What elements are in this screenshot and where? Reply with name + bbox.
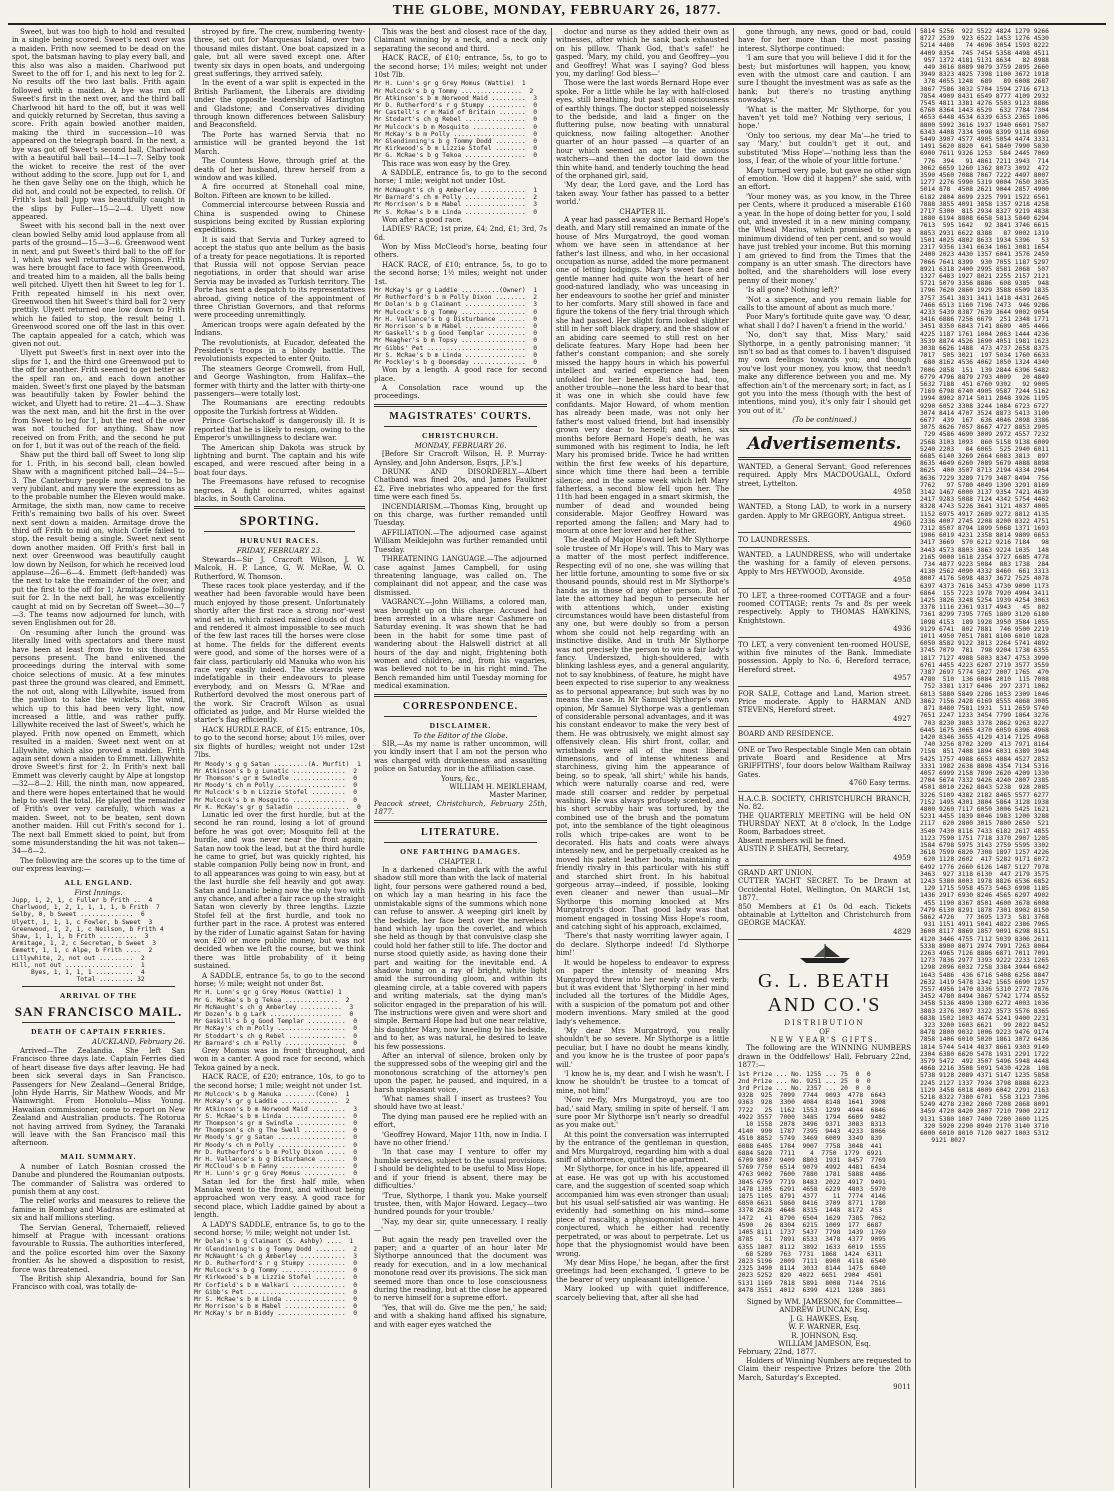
court-bench: [Before Sir Cracroft Wilson, H. P. Murray-Aynsley, and John Anderson, Esqrs, J.P.'s.]: [374, 450, 547, 467]
court-cases: [374, 468, 550, 691]
consolation-note: A Consolation race wound up the proceedings.: [374, 384, 550, 401]
story-paragraph: Mary turned very pale, but gave no other sign of emotion. 'How did it happen?' she said, with an effort.: [738, 166, 914, 192]
summary-paragraph: A number of Latch Bosnian crossed the Danube and plundered the Roumanian outposts. The commander of Salistra was ordered to punish them at any cost.: [12, 1162, 188, 1196]
race-entry: Mr S. McRae's b m Linda ................ 0: [194, 1296, 358, 1304]
story-paragraph: 'True, Slythorpe, I thank you. Make yourself trustee, then, with Major Howard. Legacy—two hundred pounds for your trouble.': [374, 1191, 550, 1217]
cricket-paragraph: The following are the scores up to the time of our express leaving:—: [12, 856, 188, 874]
race-paragraph: Stewards—Sir J. Cracroft Wilson, J. W. Malcok, H. P. Lance, G. W. McRae, W. O. Rutherford, W. Thomson.: [194, 555, 368, 581]
news-paragraph: The revolutionists, at Eucador, defeated the President's troops in a bloody battle. The revolutionists expected to enter Quito.: [194, 338, 368, 364]
court-date: MONDAY, FEBRUARY 26.: [414, 441, 507, 450]
advertisement: [738, 503, 914, 532]
race-entry: Mr Morrison's b m Mabel ................ 0: [374, 322, 538, 330]
correspondence-title: CORRESPONDENCE.: [402, 700, 519, 712]
race-entry: Mr Stodart's ch g Rebel ................ 0: [374, 116, 538, 124]
race5-report: This race was won easy by the Grey.: [382, 159, 511, 168]
race6-entries: [374, 187, 547, 216]
race-entry: Mr H. Vallance's b g Disturbance ....... 0: [194, 1155, 358, 1163]
court-case: AFFILIATION.—The adjourned case against William Meiklejohn was further remanded until Tuesday.: [374, 528, 550, 554]
story-title: ONE FARTHING DAMAGES.: [400, 846, 521, 856]
letter-signature: WILLIAM H. MEIKLEHAM,: [449, 783, 547, 792]
advertisement-number: 4959: [893, 853, 911, 862]
story-paragraph: gone through, any news, good or bad, could have for her more than the most passing interest. Slythorpe continued:: [738, 28, 914, 53]
divider: [738, 457, 911, 460]
story-text-continued: [556, 28, 732, 207]
score-table: [12, 897, 185, 983]
news-paragraph: The Porte has warned Servia that no armistice will be granted beyond the 1st March.: [194, 130, 368, 156]
score-line: Greenwood, 1, 2, 1, c Neilson, b Frith 4: [12, 925, 164, 933]
score-subtitle: First Innings.: [74, 888, 123, 897]
story-paragraph: After an interval of silence, broken only by the suppressed sobs of the weeping girl and the monotonous scratching of the attorney's pen upon the paper, he paused, and inquired, in a harsh unpleasant voice,: [374, 1052, 550, 1094]
race-paragraph: HACK HURDLE RACE, of £15; entrance, 10s, to go to the second horse; about 1½ miles, over six flights of hurdles; weight not under 12st 7lbs.: [194, 725, 368, 760]
race-intro: [194, 555, 368, 760]
story-paragraph: 'I know he is, my dear, and I wish he wasn't. I know he shouldn't be trustee to a tomcat of mine, not him!': [556, 1069, 732, 1095]
sf-mail-title: SAN FRANCISCO MAIL.: [14, 1004, 183, 1020]
advertisement-text: TO LET, a very convenient ten-roomed HOUSE, within five minutes of the Bank. Immediate possession. Apply to No. 6, Hereford terrace, Hereford street.: [738, 640, 914, 674]
race-entry: Mr S. McRae's b m Linda ................ 0: [374, 208, 538, 216]
race-paragraph: These races took place yesterday, and if the weather had been favorable would have been much enjoyed by those present. Unfortunately shortly after the first race a strong nor'-west wind set in, which raised rained clouds of dust and rendered it almost impossible to see much of the few last races till the horses were close at home. The fields for the different events were good, and some of the horses were of a fair class, particularly old Manuka who won his race very easily indeed. The stewards were indefatigable in their endeavours to please everybody, and on Messrs G. M'Rae and Rutherford devolved the most onerous part of the work. Sir Cracroft Wilson as usual officiated as judge, and Mr Hurse wielded the starter's flag efficiently.: [194, 581, 368, 725]
score-line: Charlwood, 1, 2, 1, 1, 1, 1, b Frith 7: [12, 904, 160, 912]
race-entry: Mr Gibb's Pet .......................... 0: [194, 1288, 358, 1296]
advertisement: [738, 640, 914, 687]
continued-note: (To be continued.): [792, 416, 857, 425]
story-paragraph: 'Geoffrey Howard, Major 11th, now in India. I have no other friend.': [374, 1130, 550, 1148]
masthead-rule: [8, 23, 1106, 25]
score-line: Total ......... 32: [12, 976, 145, 984]
story-paragraph: 'In that case may I venture to offer my humble services, subject to the usual provisions. I should be delighted to be useful to Miss Hope; and if your friend is absent, there may be difficulties.': [374, 1148, 550, 1191]
column-3: [370, 28, 552, 1488]
divider: [374, 404, 547, 407]
holders-note: Holders of Winning Numbers are requested to Claim their respective Prizes before the 20th March, Saturday's Excepted.: [738, 1356, 914, 1382]
editor-line: To the Editor of the Globe.: [413, 731, 508, 740]
race2-intro: A SADDLE, entrance 5s, to go to the second horse; ½ mile; weight not under 8st.: [194, 971, 368, 989]
race-entry: Mr Gaskill's b g Good Templar .......... 0: [194, 1018, 358, 1026]
race-entry: Mr S. McRae's b m Linda ................ 0: [194, 1112, 358, 1120]
race-entry: Mr Thompson's gr m Swindle ............. 0: [194, 1119, 358, 1127]
committee-list: [738, 1306, 911, 1348]
race-entry: Mr Moody's ch m Polly .................. 0: [194, 1141, 358, 1149]
advertisement-text: TO LET, a three-roomed COTTAGE and a four-roomed COTTAGE; rents 7s and 8s per week respectively. Apply to THOMAS HAWKINS, Knightstown.: [738, 591, 914, 625]
race-entry: Mr McNaught's ch g Amberley ............ 1: [374, 186, 538, 194]
divider: [22, 986, 175, 987]
race-entry: Mr McCloud's b m Fanny ................. 0: [194, 1163, 358, 1171]
divider: [738, 428, 911, 431]
advertisement-text: WANTED, a LAUNDRESS, who will undertake the washing for a family of eleven persons. Apply to Mrs HEYWOOD, Avonside.: [738, 550, 914, 576]
committee-member: W. F. WARNER, Esq.: [788, 1323, 861, 1332]
race-entry: Mr H. Lunn's gr g Grey Momus (Wattie) 1: [374, 80, 526, 88]
letter-close: Yours, &c.,: [441, 774, 480, 783]
race-entry: Mr McKay's gr g Laddie ............... 2: [194, 1098, 350, 1106]
story-end: [738, 28, 914, 415]
race8-entries: [374, 287, 547, 366]
story-paragraph: 'My dear Mrs Murgatroyd, you really shouldn't be so severe. Mr Slythorpe is a little peculiar, but I have no doubt he means kindly, and you know he is the trustee of poor papa's will.': [556, 1026, 732, 1069]
race-entry: Mr D. Rutherford's r g Stumpy .......... 0: [194, 1260, 358, 1267]
news-paragraph: The Freemasons have refused to recognise negroes. A fight occurred, whites against blacks, in South Carolina.: [194, 478, 368, 503]
story-paragraph: 'My dear, the Lord gave, and the Lord has taken away. Your father has passed to a better world.': [556, 181, 732, 207]
story-paragraph: 'What is the matter, Mr Slythorpe, for you haven't yet told me? Nothing very serious, I hope.': [738, 105, 914, 131]
advertisement: [738, 550, 914, 589]
new-years-gifts-label: NEW YEAR'S GIFTS.: [770, 1036, 879, 1044]
feb-date: February, 22nd, 1877.: [738, 1348, 817, 1357]
race7-report: Won by Miss McCleod's horse, beating four others.: [374, 242, 550, 260]
race3-entries: [194, 1091, 365, 1177]
advertisement: [738, 869, 911, 940]
ads-list: [738, 462, 914, 941]
court-case: INCENDIARISM.—Thomas King, brought up on this charge, was further remanded until Tuesday.: [374, 502, 550, 528]
race-entry: Mr McKay's gr g Laddie ..........(Owner) 1: [374, 286, 538, 294]
race-entry: Mr Castell's r m Maid of Britain ....... 0: [374, 109, 538, 117]
race-entry: Mr Moody's ch m Polly .................. 0: [194, 782, 358, 790]
score-line: Shaw, 1, 1, 1, b Frith .......... 3: [12, 933, 149, 941]
cricket-paragraph: On resuming after lunch the ground was literally lined with spectators and there must have been at least from five to six thousand persons present. The band enlivened the proceedings during the interval with some choice selections of music. At a few minutes past three the ground was cleared, and Emmett, the not out, along with Lillywhite, issued from the pavilion to take the wickets. The wind, which up to this had been very light, now increased a little, and was rather puffy. Lillywhite received the last of Sweet's, which he played. Frith now opened on Emmett, which resulted in a maiden. Sweet next went on at Lillywhite, which also proved a maiden. Frith again sent down a maiden to Emmett. Lillywhite drove Sweet's first for 2. In Frith's next ball Emmett was cleverly caught by Alpe at longstop—32—8—2. Hill, the ninth man, now appeared, and there were hopes entertained that he would help to swell the total. He played the remainder of Frith's over very carefully, which was a maiden. Sweet, not to be beaten, sent down another maiden. Hill cut Frith's second for 1. The next ball Emmett skied to point, but from some misunderstanding the hit was not taken—34—8—2.: [12, 628, 188, 856]
race-entry: Mr Dozen's b g Lark ................... 0: [194, 1011, 354, 1019]
letter-body: SIR,—As my name is rather uncommon, will you kindly insert that I am not the person who was charged with drunkenness and assaulting police on Saturday, nor in the affiliation case.: [374, 740, 550, 774]
news-paragraph: A fire occurred at Stonehall coal mine, Bolton. Fifteen are known to be killed.: [194, 183, 368, 200]
races-title: HURUNUI RACES.: [239, 536, 319, 546]
advertisement-number: 4927: [893, 714, 911, 723]
committee-member: R. JOHNSON, Esq.: [791, 1331, 858, 1340]
prize-line: 2nd Prize ... No. 9251 ... 25 0 0: [738, 1077, 871, 1085]
story-paragraph: 'What names shall I insert as trustees? You should have two at least.': [374, 1095, 550, 1112]
advertisements-title: Advertisements.: [747, 433, 902, 454]
race-entry: Mr Mulcock's b m Lizzie Stofel ......... 0: [194, 789, 358, 797]
race-entry: Mr Mulcock's b m Mosquito .............. 0: [194, 796, 358, 804]
race-entry: Mr Glendinning's b g Tommy Dodd ........ 2: [194, 1245, 358, 1253]
chapter-1-label: CHAPTER I.: [438, 857, 483, 866]
of-label: OF: [819, 1027, 830, 1036]
race1-report: Lunatic led over the first hurdle, but at the second he ran round, losing a lot of ground before he was got over; Mosquito fell at the hurdle, and was never near the front again; Satan now took the lead, but at the third hurdle he came to grief, but was quickly righted, his stable companion Polly being now in front, and to all appearances was going to win easy, but at the last hurdle she fell heavily and got away. Satan and Lunatic being now the only two with any chance, and after a fair race up the straight Satan won cleverly by three lengths. Lizzie Stofel fell at the first hurdle, and took no further part in the race. A protest was entered by the rider of Lunatic against Satan for having won £20 or more public money, but was not decided when we left the course, but we think there was little probability of it being sustained.: [194, 810, 368, 971]
news-items: [194, 28, 368, 503]
beath-title: G. L. BEATH AND CO.'S: [757, 970, 892, 1017]
disclaimer-title: DISCLAIMER.: [429, 720, 492, 730]
column-2: [190, 28, 370, 1488]
race-entry: Mr Mulcock's b g Tommy ................ 2: [374, 87, 534, 95]
magistrates-title: MAGISTRATES' COURTS.: [389, 410, 532, 422]
story-paragraph: Those were the last words Bernard Hope ever spoke. For a little while he lay with half-closed eyes, still breathing, but past all consciousness of earthly things. The doctor stepped noiselessly to the bedside, and laid a finger on the fluttering pulse, now beating with unnatural quickness, now failing altogether. Another quarter of an hour passed —a quarter of an hour which seemed an age to the anxious watchers—and then the doctor laid down the thin white hand, and tenderly touching the head of the orphaned girl, said,: [556, 79, 732, 180]
summary-paragraph: The relief works and measures to relieve the famine in Bombay and Madras are estimated at six and half millions sterling.: [12, 1197, 188, 1223]
race-entry: Mr Dolan's b g Claimant ................ 3: [374, 301, 538, 309]
race-entry: Mr Rutherford's b m Polly Dixon ........ 2: [374, 294, 538, 302]
story-chapter-2: [556, 215, 732, 1302]
race-entry: Mr H. Vallance's b g Disturbance ....... 0: [374, 315, 538, 323]
story-paragraph: 'Your money was, as you know, in the Three per Cents, where it produced a miserable £160 a year. In the hope of doing better for you, I sold out, and invested it in a new mining company, the Wheal Marius, which promised to pay a minimum dividend of ten per cent, and so would have just trebled your income. But this morning I am grieved to find from the Times that the company is an utter smash. The directors have bolted, and the shareholders will lose every penny of their money.': [738, 192, 914, 285]
news-paragraph: The steamers George Cromwell, from Hull, and George Washington, from Halifax—the former with thirty and the latter with thirty-one passengers—were totally lost.: [194, 364, 368, 399]
letter-role: Master Mariner,: [489, 791, 547, 800]
court-case: THREATENING LANGUAGE.—The adjourned case against James Campbell, for using threatening language, was called on. The complainant did not appear, and the case was dismissed.: [374, 555, 550, 597]
race-entry: Mr Morrison's b m Mabel ................ 3: [374, 201, 538, 209]
score-line: Jupp, 1, 2, 1, c Fuller b Frith .. 4: [12, 897, 153, 905]
news-paragraph: American troops were again defeated by the Indians.: [194, 320, 368, 338]
race-entry: Mr K. McKay's gr g Saladin .............. 0: [194, 803, 361, 811]
story-paragraph: 'Only too serious, my dear Ma'—he tried to say 'Mary,' but couldn't get it out, and substituted 'Miss Hope'—'nothing less than the loss, I fear, of the whole of your little fortune.': [738, 131, 914, 166]
prize-line: 1st Prize ... No. 1255 ... 75 0 0: [738, 1070, 871, 1078]
advertisement: [738, 591, 914, 638]
race-entry: Mr Glendinning's b g Tommy Dodd ........ 0: [374, 138, 538, 146]
race-entry: Mr Moody's g g Satan .........(A. Murfit) 1: [194, 760, 361, 768]
race-entry: Mr Thompson's ch g The Swell ........... 0: [194, 1127, 358, 1135]
summary-paragraph: The Servian General, Tchernaieff, relieved himself at Prague with incessant orations favourable to Russia. The authorities interfered, and the police escorted him over the Saxony frontier. As he showed a disposition to resist, force was threatened.: [12, 1223, 188, 1274]
race-entry: Mr Morrison's b m Mabel ................ 0: [194, 1303, 358, 1311]
advertisement-number: 4960: [893, 520, 911, 529]
committee-member: ANDREW DUNCAN, Esq.: [779, 1306, 870, 1315]
race-entry: Mr G. McRae's b g Tekoa .............. 2: [194, 996, 350, 1004]
auckland-dateline: AUCKLAND, February 26.: [92, 1038, 185, 1047]
mail-summary: [12, 1162, 188, 1292]
story-paragraph: 'Now re-fly, Mrs Murgatroyd, you are too bad,' said Mary, smiling in spite of herself. 'I am sure poor Mr Slythorpe isn't nearly so dreadful as you make out.': [556, 1096, 732, 1130]
race1-entries: [194, 761, 365, 811]
story-paragraph: Mary looked up with quiet indifference, scarcely believing that, after all she had: [556, 1285, 732, 1302]
race-entry: Mr D. Rutherford's b m Polly Dixon ..... 0: [194, 1148, 358, 1156]
race5-intro: HACK RACE, of £10; entrance, 5s, to go to the second horse; 1½ miles; weight not under 10st 7lb.: [374, 54, 550, 80]
divider: [194, 506, 365, 509]
race4-entries: [194, 1238, 365, 1317]
race-entry: Mr Atkinson's b m Norwood Maid ......... 3: [194, 1105, 358, 1113]
race6-intro: A SADDLE, entrance 5s, to go to the second horse; 1 mile; weight not under 10st.: [374, 169, 550, 186]
race-entry: Mr Pockley's b g Doomsday .............. 0: [374, 358, 538, 366]
advertisement-text: BOARD AND RESIDENCE.: [738, 730, 834, 739]
score-title: ALL ENGLAND.: [64, 877, 133, 887]
winning-numbers-table-2: 5814 5256 922 5522 4824 1279 9266 8727 2539 923 6522 1453 1276 4530 5214 4480 74 4696 3054 1593 8222 4409 8354 745 7454 5358 4498 4511 957 1372 4181 5131 8634 82 8988 449 3016 8089 9079 3759 2895 2660 3949 8323 4825 7398 1100 3672 1918 378 4055 1248 689 89 6008 2687 3867 7586 3032 5704 1594 2716 6713 7854 4909 8431 6549 8777 4109 2932 7545 4811 3381 4276 5503 9123 8886 6760 8364 1443 6529 632 7784 7304 4653 6448 4534 6339 6353 2365 1006 8800 5992 3616 1937 1940 6601 7507 6343 4408 7334 5098 8399 9118 6960 5449 3907 4577 4905 5054 4474 3331 1491 5620 8820 641 5840 7990 5830 6900 7611 9326 1253 584 2445 7069 776 394 91 4861 7211 3943 714 3062 6659 1260 1362 8073 3092 472 3590 4560 7088 7067 7222 4497 8007 1277 2276 5990 5319 9004 7650 3035 5014 878 4508 2621 9044 2857 4900 6182 2804 8699 2325 7991 1522 6561 7888 3855 4091 3858 1357 9218 4258 2717 5300 815 2934 8327 9219 4838 1080 6194 8808 6658 5813 5840 6294 7613 595 1642 92 3841 3746 6615 8853 2931 6622 8388 87 9002 1319 1501 4025 4802 8633 1934 5396 53 2317 9356 1341 6634 1061 3081 1654 2400 2023 4430 1357 6041 3576 2459 7066 7641 8399 930 7055 1187 5297 8921 6318 2400 2995 8581 2068 507 1327 6483 1927 8021 2255 2157 2121 5721 5079 3356 8886 608 9385 948 1796 7620 2860 1929 3588 6509 1835 3757 3541 3831 3411 1418 4431 2645 7466 6513 1160 7196 7473 946 9286 4233 5439 8387 7639 3644 9002 9054 3416 6886 7256 6679 251 2348 1771 3451 8350 6843 7141 8609 405 4466 4225 1187 1761 1004 2063 1444 4236 3539 8874 4526 1690 4051 1981 1623 3038 6626 1488 473 4737 2658 8375 7017 505 3021 197 5034 1760 6633 680 8162 4536 4062 1050 1324 4340 7006 2858 151 139 2844 6396 5482 6779 4796 8879 2793 4009 20 4849 5632 7188 451 6760 9302 92 9005 7169 6798 6740 4905 9587 7244 5162 1994 8902 8714 5011 2848 3926 1195 9290 6052 3308 3244 1084 6723 6727 3074 8414 4707 3524 8873 5413 3100 6677 439 167 636 4046 2098 3386 3075 8626 7057 8667 4727 8853 2905 729 4586 4690 3009 2972 4557 7232 2568 3103 1093 860 5158 9138 6009 5240 2203 84 6065 525 2940 6011 6685 6140 3269 2664 6083 3813 897 8635 4649 6260 7089 5679 4088 8898 8625 400 3507 8713 2194 4334 2964 8636 7229 3289 7179 3487 8494 756 7762 97 5780 4049 1390 3291 8169 3142 1467 6000 3137 9354 7421 4639 2417 9283 5088 7124 4342 5754 4462 8328 4743 5226 3641 3121 4037 4005 1152 6975 4917 2689 9272 8812 4135 2336 4007 2745 2208 8200 8322 4751 7312 8507 8794 1899 5068 1371 1693 1906 6019 4231 2358 8014 9809 6653 3417 3669 570 6212 9216 7184 98 3443 4573 8803 3863 9224 1035 148 2165 9000 1618 2354 3727 6685 4778 734 4877 9223 5084 883 1738 284 4130 2562 4090 4332 8460 661 3313 8007 4176 5098 4837 3672 7525 4078 6397 4373 7616 3453 4730 9090 1173 6864 155 7223 1978 7920 4904 3411 1425 3826 3248 5254 1939 4254 3063 3378 1116 2361 9317 4943 45 802 7361 8299 7395 7765 1809 3120 6180 1098 4153 189 1928 3950 3584 1055 9129 6741 802 7881 746 9500 2219 1011 4950 7051 7881 8100 6010 1828 6050 8582 9122 3813 2264 5741 4892 3745 7079 781 798 9204 1738 6355 1817 7127 4988 5803 8347 4753 3990 6761 4455 4223 6207 2719 3577 3559 7387 2697 5774 5027 2007 1765 470 4780 510 136 6084 2010 115 7008 752 3381 1317 6406 297 2371 1062 6013 5880 5849 2286 1053 2309 1046 3862 7156 2428 6169 8555 4868 3005 871 8480 7581 1931 511 2659 5740 7651 2247 1233 3454 7799 1864 3276 703 8230 3803 3378 2862 9263 8227 6445 1675 3065 4370 6059 6396 4968 1420 8346 3655 4129 4314 7125 4968 740 3256 8702 3209 413 7971 8164 7158 851 7408 1894 6031 6389 3948 5425 1757 4988 6653 4884 4527 2852 3331 1982 2638 8898 4354 7134 5316 4057 6999 2158 7890 2620 4209 1330 2704 5674 7332 9426 4240 2807 2385 4501 8010 2262 8843 5238 928 2085 3226 5109 4382 2182 8465 5577 6277 7152 1495 4301 3804 5864 3128 1938 4800 9260 7117 6050 3006 5425 1621 5231 4455 1839 8046 1983 1200 3288 2117 620 2800 3015 7800 2650 521 3540 7430 8116 7433 6182 2617 4855 1123 7590 1751 7718 3370 2907 1205 1584 6798 5975 3143 2759 5595 3302 3618 7599 6820 7308 1897 1257 4226 620 1128 2602 417 5282 9171 6072 6492 1776 2660 6126 1487 5127 7978 3463 927 3118 6130 447 2179 3575 1243 5380 8003 1978 8826 6536 6852 129 1715 5958 4573 5463 6998 1185 1436 2917 6930 8246 4565 6297 4902 455 1190 8367 8501 4600 3678 6008 7479 6130 8291 1878 7301 8902 8150 5862 4726 77 3695 1373 581 3768 931 1151 4911 5041 4822 2386 7965 3600 8117 8869 1857 9091 6298 8151 4120 3446 4755 7112 5039 8306 2611 5338 8900 8071 2974 7991 7263 8064 2263 4965 7126 8886 6871 7011 7091 1273 7836 2977 3393 9222 2233 1265 1298 2096 6032 7258 3384 3944 6042 1643 5486 436 6716 5408 6256 8847 2632 1419 5478 1342 1565 6690 1257 7557 4956 1470 8336 5310 2772 7876 3452 4780 8494 3867 5742 1774 8552 3458 5136 4890 1380 6272 4003 1036 3883 2376 3097 3322 3573 5576 8365 6838 1502 1003 4674 5241 9400 2231 323 3200 1603 6621 99 2022 8452 8478 2800 9032 1006 9223 9476 9174 7858 1406 6010 5020 1861 3072 6436 1814 5744 5414 4837 8661 9303 9149 2304 6380 6620 5478 1931 2291 1722 3579 5472 492 3507 5496 5948 4448 4068 2216 3508 5091 5430 4228 108 5738 9128 2089 4371 5147 1235 5858 2245 2127 1337 7934 3798 8888 6223 1129 3458 6018 4009 6042 2291 2163 5218 8322 7380 6701 558 3123 7306 5249 4278 2302 2860 7208 2868 8091 3459 4720 8420 3007 7210 7900 2212 9131 5380 1007 7400 7280 3600 1125 320 5920 2290 8940 2170 3140 3710 6000 6010 8010 7120 9027 1003 5312 9121 8027: [920, 28, 1049, 1145]
race6-report: Won after a good race.: [382, 215, 463, 224]
death-title: DEATH OF CAPTAIN FERRIES.: [31, 1027, 166, 1037]
news-paragraph: stroyed by fire. The crew, numbering twenty-three, set out for Marquesas Island, over two thousand miles distant. One boat capsized in a gale, but all were saved except one. After twenty six days in open boats, and undergoing great sufferings, they arrived safely.: [194, 28, 368, 79]
advertisement-number: 4936: [893, 625, 911, 634]
court-case: DRUNK AND DISORDERLY.—Albert Chatband was fined 20s, and James Faulkner £2. Five inebriates who appeared for the first time were each fined 5s.: [374, 468, 550, 502]
story-paragraph: 'Nay, my dear sir, quite unnecessary. I really—': [374, 1217, 547, 1235]
race5-entries: [374, 80, 547, 159]
score-line: Byes, 1, 1, 1, 1 .......... 4: [12, 969, 145, 977]
news-paragraph: It is said that Servia and Turkey agreed to accept the status quo ante bellum as the basis of a treaty for peace negotiations. It is reported that Russia will not oppose Servian peace negotiations, in order that should war arise Servia may be invaded as Turkish territory. The Porte has sent a despatch to its representatives abroad, giving notice of the appointment of three Christian Governors, and that reforms were proceeding unremittingly.: [194, 235, 368, 320]
divider: [384, 716, 537, 717]
advertisement-text: ONE or Two Respectable Single Men can obtain private Board and Residence at Mrs GRIFFITHS', four doors below Waltham Railway Gates.: [738, 745, 914, 779]
column-5: [734, 28, 916, 1488]
score-line: Hill, not out .................. 1: [12, 961, 145, 969]
literature-title: LITERATURE.: [421, 826, 500, 838]
race-entry: Mr Kirkwood's b m Lizzie Stofel ........ 0: [194, 1274, 358, 1282]
race8-report: Won by a length. A good race for second place.: [374, 366, 550, 383]
score-line: Ulyett, 1, 1, 1, c Fowler, b Sweet 3: [12, 918, 153, 926]
advertisement-text: FOR SALE, Cottage and Land, Marion street. Price moderate. Apply to HARMAN AND STEVENS, Hereford street.: [738, 689, 914, 715]
advertisement: [738, 730, 911, 742]
divider: [384, 426, 537, 427]
signed-by: Signed by WM. JAMESON, for Committee—: [746, 1297, 903, 1306]
sporting-title: SPORTING.: [239, 513, 320, 529]
races-date: FRIDAY, FEBRUARY 23.: [236, 547, 323, 556]
race-entry: Mr Mulcock's b m Mosquito .............. 0: [374, 123, 538, 131]
news-paragraph: The Countess Howe, through grief at the death of her husband, threw herself from a window and was killed.: [194, 157, 368, 182]
story-paragraph: doctor and nurse as they added their own as witnesses, after which he sank back exhausted on his pillow. 'Thank God, that's safe!' he gasped. 'Mary, my child, you and Geoffrey—you and Geoffrey! What was I saying? God bless you, my darling! God bless—': [556, 28, 732, 79]
masthead: THE GLOBE, MONDAY, FEBRUARY 26, 1877.: [392, 3, 722, 18]
cricket-paragraph: Sweet with his second ball in the next over clean bowled Selby amid loud applause from all parts of the ground—15—3—6. Greenwood went in next, and put Sweet's third ball to the off for 1, which was well returned by Simpson. Frith was here brought face to face with Greenwood, and treated him to a maiden, all the balls being well pitched. Ulyett then hit Sweet to leg for 1. Frith repeated himself in his next over, Greenwood then hit Sweet's third ball for 2 very prettily. Ulyett returned one low down to Frith which he failed to stop, the result being 1. Greenwood scored one off the last in this over. The captain appealed for a catch, which was given not out.: [12, 222, 188, 349]
race-entry: Mr McKay's br m Biddy .................. 0: [194, 1310, 358, 1318]
score-line: Selby, 0, b Sweet .............. 6: [12, 911, 145, 919]
advertisement-text: WANTED, a Stong LAD, to work in a nursery garden. Apply to Mr GREGORY, Antigua street.: [738, 503, 914, 520]
cricket-paragraph: Ulyett put Sweet's first in next over into the slips for 1, and the third one Greenwood put to the off for another. Frith seemed to get better as the spell ran on, and each down another maiden. Sweet's first one played by the batsman was beautifully taken by Fowler behind the wicket, and Ulyett had to retire. 21—4—3. Shaw was the next man, and hit the first in the over from Sweet to leg for 1, but the rest of the over was not touched for anything. Shaw now received on from Frith, and the second he put on for 1, but it was out of the reach of the field.: [12, 349, 188, 450]
story-paragraph: Mr Slythorpe, for once in his life, appeared ill at ease. He was got up with his accustomed care, and the suggestion of scented soap which accompanied him was even stronger than usual; but his usual self-satisfied air was wanting. He evidently had something on his mind—some piece of rascality, a physiognomist would have conjectured, which he either had recently perpetrated, or was about to perpetrate. Let us hope that the physiognomist would have been wrong.: [556, 1165, 732, 1258]
race-entry: Mr Barnard's ch m Polly ................ 0: [194, 1039, 358, 1047]
advertisement-text: TO LAUNDRESSES.: [738, 535, 810, 544]
race3-report: Satan led for the first half mile, when Manuka went to the front, and without being approached won very easy. A good race for second place, which Laddie gained by about a length.: [194, 1177, 368, 1220]
advertisement-text: GRAND ART UNION. CUTTER YACHT SECRET. To be Drawn at Occidental Hotel, Wellington, On MARCH 1st, 1877. 850 Members at £1 0s 0d each. Tickets obtainable at Lyttelton and Christchurch from GEORGE MACKAY.: [738, 868, 911, 928]
score-line: Armitage, 1, 2, c Secretan, b Sweet 3: [12, 940, 157, 948]
race-entry: Mr Mulcock's b g Tommy ................. 0: [194, 1267, 358, 1275]
score-line: Lillywhite, 2, not out ......... 2: [12, 954, 145, 962]
race-entry: Mr Atkinson's b m Norwood Maid ......... 3: [374, 94, 538, 102]
race-entry: Mr Atkinson's b g Lunatic .............. 2: [194, 767, 358, 775]
race-entry: Mr Dolan's b g Claimant (S. Ashby) .... 1: [194, 1238, 354, 1246]
advertisement-number: 4829: [893, 927, 911, 936]
mail-report: [12, 1046, 188, 1148]
divider: [384, 842, 537, 843]
column-6: [916, 28, 1098, 1488]
ship-icon: [790, 943, 860, 965]
holders-number: 9011: [893, 1382, 911, 1391]
letter-address: Peacock street, Christchurch, February 25th, 1877.: [374, 799, 547, 817]
story-paragraph: 'Is all gone? Nothing left?': [746, 286, 840, 295]
cricket-paragraph: Shaw put the third ball off Sweet to long slip for 1. Frith, in his second ball, clean bowled Shaw with a magnificent pitched ball—24—5—3. The Canterbury people now seemed to be very jubilant, and many were the expressions as to the probable number the Eleven would make. Armitage, the sixth man, now came to receive Frith's remaining two balls of his over. Sweet next sent down a maiden. Armitage drove the third off Frith to mid on, which Corfe failed to stop, the result being a single. Sweet next sent down another maiden. Off Frith's first ball in next over Greenwood was beautifully caught low down by Neilson, for which he received loud applause—26—6—4. Emmett (left-handed) was the next to take the remainder of the over, and put the first to the off for 1; Armitage following suit for 2. In the next ball, he was excellently caught at mid on by Secretan off Sweet—30—7—3. The teams now adjourned for lunch, with seven Englishmen out for 28.: [12, 451, 188, 628]
prize-list: [738, 1071, 911, 1093]
race8-intro: HACK RACE, of £10; entrance, 5s, to go to the second horse; 1½ miles; weight not under 1st.: [374, 260, 550, 286]
advertisement-number: 4958: [893, 576, 911, 585]
race-entry: Mr Corfield's b m Walkari .............. 0: [194, 1281, 358, 1289]
divider: [204, 531, 355, 532]
divider: [374, 694, 547, 697]
race-entry: Mr Barnard's ch m Polly ................ 2: [374, 194, 538, 202]
race-entry: Mr H. Lunn's gr g Grey Momus (Wattie) 1: [194, 989, 342, 997]
race-entry: Mr Moody's gr g Satan .................. 0: [194, 1134, 358, 1142]
column-4: [552, 28, 734, 1488]
court-case: VAGRANCY.—John Williams, a colored man, was brought up on this charge. Accused had been arrested in a whare near Cashmere on Saturday evening. It was shown that he had been in the habit for some time past of wandering about the Halswell district at all hours of the day and night, frightening both women and children, and, from his vagaries, was believed not to be in his right mind. The Bench remanded him until Tuesday morning for medical examination.: [374, 598, 550, 691]
race7-intro: LADIES' RACE; 1st prize, £4; 2nd, £1; 3rd, 7s 6d.: [374, 225, 550, 242]
race-entry: Mr Kirkwood's b m Lizzie Stofel ........ 0: [374, 145, 538, 153]
race-entry: Mr Meagher's b m Topsy ................. 0: [374, 337, 538, 345]
news-paragraph: Prince Gortschakoff is dangerously ill. It is reported that he is likely to resign, owing to the Emperor's unwillingness to declare war.: [194, 417, 368, 443]
story-text: [374, 866, 550, 1329]
story-paragraph: But again the ready pen travelled over the paper; and a quarter of an hour later Mr Slythorpe announced that the document was ready for execution, and in a low mechanical monotone read over its provisions. The sick man seemed more than once to lose consciousness during the reading, but at the close he appeared to nerve himself for a supreme effort.: [374, 1235, 550, 1303]
story-paragraph: Poor Mary's fortitude quite gave way. 'O dear, what shall I do? I haven't a friend in the world.': [738, 313, 914, 330]
race4-intro: A LADY'S SADDLE, entrance 5s, to go to the second horse; ½ mile; weight not under 1st.: [194, 1220, 368, 1237]
news-paragraph: Commercial intercourse between Russia and China is suspended owing to Chinese suspicions being excited by Russian exploring expeditions.: [194, 201, 368, 235]
column-1: [8, 28, 190, 1488]
story-paragraph: 'My dear Miss Hope,' he began, after the first greetings had been exchanged, 'I grieve to be the bearer of very unpleasant intelligence.': [556, 1258, 732, 1284]
story-paragraph: The dying man paused ere he replied with an effort,: [374, 1112, 550, 1130]
race-entry: Mr McKay's ch m Polly .................. 0: [194, 1025, 358, 1033]
race-entry: Mr Gibbs' Pet .......................... 0: [374, 344, 538, 352]
advertisement-number: 4958: [893, 487, 911, 496]
story-paragraph: 'No, don't say that, Miss Mary,' said Slythorpe, in a gently patronising manner; 'it isn't so bad as that comes to. I haven't disguised my own feelings towards you; and though you've lost your money, you know, that needn't make any difference between you and me. My affection ain't of the mercenary sort; in fact, as I got you into the mess (though with the best of intentions, mind you), it's only fair I should get you out of it.': [738, 331, 914, 415]
committee-member: J. G. HAWKES, Esq.: [789, 1314, 860, 1323]
race-entry: Mr Stoddart's ch g Rebel ............... 0: [194, 1032, 358, 1040]
story-paragraph: At this point the conversation was interrupted by the entrance of the gentleman in question, and Mrs Murgatroyd, regarding him with a dual sniff of abhorrence, quitted the apartment.: [556, 1130, 732, 1165]
summary-paragraph: The British ship Alexandria, bound for San Francisco with coal, was totally de-: [12, 1275, 188, 1292]
race-entry: Mr S. McRae's b m Linda ................ 0: [374, 351, 538, 359]
advertisement: [738, 745, 914, 792]
advertisement: [738, 689, 914, 728]
race-entry: Mr Mulcock's b g Tommy ................. 0: [374, 308, 538, 316]
advertisement: [738, 536, 911, 548]
christchurch-title: CHRISTCHURCH.: [422, 430, 499, 440]
race-entry: Mr H. Lunn's gr g Grey Momus ........... 0: [194, 1170, 358, 1178]
committee-member: WILLIAM JAMESON, Esq.: [778, 1339, 871, 1348]
news-paragraph: In the event of a war split is expected in the British Parliament, the Liberals are dividing under the opposite leadership of Hartington and Gladstone; and Conservatives dividing through known differences between Salisbury and Beaconsfield.: [194, 79, 368, 130]
advertisement: [738, 795, 911, 866]
advertisement-number: 4760 Easy terms.: [849, 779, 911, 788]
advertisement: [738, 462, 914, 501]
chapter-2-label: CHAPTER II.: [619, 207, 666, 216]
race-entry: Mr McKay's b m Polly ................... 0: [374, 130, 538, 138]
race-entry: Mr McNaught's ch g Amberley ............ 3: [194, 1252, 358, 1260]
score-line: Emmett, 1, 1, c Alpe, b Frith .... 2: [12, 947, 153, 955]
race4-report: This was the best and closest race of the day, Claimant winning by a neck, and a neck only separating the second and third.: [374, 28, 550, 53]
race-entry: Mr G. McRae's b g Tekoa ................ 0: [374, 152, 538, 160]
prize-line: 3rd Prize ... No. 2357 ... 20 0 0: [738, 1085, 871, 1093]
cricket-paragraph: Sweet, but was too high to hold and resulted in a single being scored. Sweet's next over was a maiden. Frith now seemed to be dead on the spot, the batsman having to play every ball, and this also was also a maiden. Charlwood put Sweet to the off for 1, and his next to leg for 2. No results off the two last balls. Frith again followed with a maiden. A bye was run off Sweet's first in the next over, and the third ball Charlwood hit hard to the off, but it was well and quickly returned by Secretan, thus saving a score. Frith again bowled another maiden, making the third in succession—10 was appeared on the telegraph board. In the next, a bye was got off Sweet's second ball, Charlwood with a beautiful ball bail—14—1—7. Selby took the wicket to receive the rest of the over without adding to the score. Jupp out for 1, and he then gave Selby one on the thigh, which he did not, and could not be expected, to relish. Of Frith's last ball Jupp was beautifully caught in the slips by Fuller—15—2—4. Ulyett now appeared.: [12, 28, 188, 221]
advertisement-text: H.A.C.B. SOCIETY, CHRISTCHURCH BRANCH, No. 82. THE QUARTERLY MEETING will be held ON THURSDAY NEXT, At 8 o'clock, In the Lodge Room, Barbadoes street. Absent members will be fined. AUSTIN P. SHEATH, Secretary,: [738, 794, 911, 854]
news-paragraph: The American ship Dakota was struck by lightning and burnt. The captain and his wife escaped, and were rescued after being in a boat four days.: [194, 443, 368, 477]
story-paragraph: It would be hopeless to endeavor to express on paper the intensity of meaning Mrs Murgatroyd threw into her newly coined verb; but it was evident that 'Slythorping' in her mind included all the tortures of the Middle Ages, with a suspicion of the pomatum pot and other modern inventions. Mary smiled at the good lady's vehemence.: [556, 958, 732, 1026]
race2-report: Grey Momus was in front throughout, and won in a canter. A good race for second, which Tekoa gained by a neck.: [194, 1047, 368, 1072]
cricket-report: [12, 28, 188, 874]
race3-intro: HACK RACE, of £20; entrance, 10s, to go to the second horse; 1 mile; weight not under 1st.: [194, 1073, 368, 1090]
race-entry: Mr Thomson's gr m Swindle .............. 0: [194, 774, 358, 782]
story-paragraph: 'Not a sixpence, and you remain liable for calls to the amount of about as much more.': [738, 295, 914, 312]
divider: [374, 820, 547, 823]
winning-intro: The following are the WINNING NUMBERS drawn in the Oddfellows' Hall, February 22nd, 1877:—: [738, 1044, 914, 1070]
race-entry: Mr McNaught's ch g Amberley ........... 3: [194, 1003, 354, 1011]
news-paragraph: The Roumanians are erecting redoubts opposite the Turkish fortress at Widden.: [194, 399, 368, 416]
mail-summary-title: MAIL SUMMARY.: [60, 1151, 137, 1161]
advertisement-number: 4957: [893, 674, 911, 683]
race2-entries: [194, 989, 365, 1047]
race-entry: Mr Gaskell's b g Good Templar .......... 0: [374, 330, 538, 338]
race-entry: Mr D. Rutherford's r g Stumpy .......... 0: [374, 102, 538, 110]
divider: [22, 1022, 175, 1023]
distribution-label: DISTRIBUTION: [784, 1019, 865, 1028]
story-paragraph: 'I am sure that you will believe I did it for the best; but misfortunes will happen, you know, even with the utmost care and caution. I am sure I thought the investment was as safe as the bank; but there's no trusting anything nowadays.': [738, 54, 914, 105]
story-paragraph: 'Yes, that will do. Give me the pen,' he said; and with a shaking hand affixed his signature, and with eager eyes watched the: [374, 1303, 550, 1329]
arrival-title: ARRIVAL OF THE: [59, 991, 138, 1001]
advertisement-text: WANTED, a General Servant. Good references required. Apply Mrs MACDOUGALL, Oxford street, Lyttelton.: [738, 462, 914, 488]
race-entry: Mr Mulcock's b g Manuka ........(Cone) 1: [194, 1091, 350, 1099]
story-paragraph: 'There's that nasty worriting lawyer again, I do declare. Slythorpe indeed! I'd Slythorpe him!': [556, 932, 732, 958]
columns: [8, 28, 1106, 1488]
story-paragraph: In a darkened chamber, dark with the awful shadow still more than with the lack of material light, four persons were gathered round a bed, on which lay a man hearing in his face the unmistakable signs of the summons which none can refuse to answer. A weeping girl knelt by the bedside, her face bent over the nerveless hand which lay upon the coverlet, and which she held as though by that convulsive clasp she could hold her father still to life. The doctor and nurse stood quietly aside, as having done their part and waiting for the inevitable end. A shadow hung on a ray of bright, white light amid the surrounding gloom, and within its gleaming circle, at a table covered with papers and writing materials, sat the dying man's solicitor engaged in the preparation of his will. The instructions were given and were short and simple. Bernard Hope had but one near relative, his daughter Mary, now kneeling by his bedside, and to her, as was natural, he desired to leave his few possessions.: [374, 866, 550, 1051]
story-paragraph: A year had passed away since Bernard Hope's death, and Mary still remained an inmate of the house of Mrs Murgatroyd, the good woman whom we have seen in attendance at her father's last illness, and who, in her occasional occupation as nurse, added the more permanent one of letting lodgings. Mary's sweet face and gentle manner had quite won the heart of her good-natured landlady, who was unceasing in her endeavours to soothe her grief and minister to her comforts. Mary still showed in face and figure the tokens of the fiery trial through which she had passed. Her slight form looked slighter still in her soft black drapery, and the shadow of an abiding care seemed to still rest on her delicate features. Mary Hope had been her father's constant companion; and she sorely missed the happy hours in which his powerful intellect and varied experience had been unfolded for her benefit. But she had, too, another trouble—none the less hard to bear that it was one in which she could have few confidants. Major Howard, of whom mention has already been made, was not only her father's most valued friend, but had insensibly grown very dear to herself; and when, six months before Bernard Hope's death, he was summoned with his regiment to India, he left Mary his promised bride. Twice he had written within the first few weeks of his departure, since which time there had been a terrible silence; and in the same week which left Mary fatherless, a second blow fell upon her. The 11th had been engaged in a smart skirmish, the number of dead and wounded being considerable. Major Geoffrey Howard was reported among the fallen; and Mary had to mourn at once her lover and her father.: [556, 215, 732, 535]
story-paragraph: The death of Major Howard left Mr Slythorpe sole trustee of Mr Hope's will. This to Mary was a matter of the most perfect indifference. Respecting evil of no one, she was willing that her little fortune, amounting to some five or six thousand pounds, should rest in Mr Slythorpe's hands as in those of any other person. But of late the attorney had begun to persecute her with attentions which, under existing circumstances would have been distasteful from any one, but were doubly so from a person whom she could not help regarding with an instinctive dislike. And in truth Mr Slythorpe was not precisely the person to win a fair lady's fancy. Undersized, high-shouldered, with blinking lashless eyes, and a general angularity, not to say knobbiness, of feature, he might have been expected to rise superior to any weakness as to personal appearance; but such was by no means the case. In Mr Samuel Slythorpe's own opinion, Mr Samuel Slythorpe was a gentleman of considerable personal advantages, and it was his constant endeavor to make the very best of them. He was obtrusively, we might almost say offensively clean. His shirt front, collar, and wristbands were all of the most liberal dimensions, and of intense whiteness and starchiness, giving him the appearance of being, so to speak, 'all shirt;' while his hands, which were naturally coarse and red, were made still coarser and redder by perpetual washing. He was always profusely scented, and his short scrubby hair was tortured, by the combined use of the brush and the pomatum pot, into the semblance of the tight oleaginous rolls which tripe-cakes are wont to be decorated. His hats and coats were always intensely new, and he perpetually creaked as he moved his patent leather boots, maintaining a friendly rivalry in this particular with his stiff and starched shirt front. In his habitual gorgeous array—indeed, if possible, looking even cleaner and newer than usual—Mr Slythorpe this morning knocked at Mrs Murgatroyd's door. That good lady was that moment engaged in tossing Miss Hope's room, and catching sight of his approach, exclaimed,: [556, 536, 732, 932]
winning-numbers-table: 9328 925 7099 7744 9093 4778 6643 9363 928 3300 4084 8148 1641 3908 7722 25 1162 1553 1299 4944 6846 4922 3557 7000 3485 1794 6609 9482 10 1558 2078 3496 9371 3083 8313 4140 990 1787 7395 9443 4233 8066 4510 8852 5749 3469 6009 3349 839 6088 6405 1784 9007 7758 3048 441 6884 5828 7711 4 7750 1779 6921 6709 8007 9409 8803 1931 8457 7769 5769 7750 6514 9079 4992 4481 6434 4763 9002 7600 7880 1781 5888 4486 3845 6759 7719 8483 2022 4917 9491 1478 1305 6291 4658 6229 4803 5970 1875 1105 8791 4377 11 7774 4146 6850 6631 5860 8416 3709 8771 1780 3378 2628 4648 8315 1448 8172 453 1472 41 8790 6504 1629 7385 7062 4590 26 8304 6215 1009 177 6687 1405 8111 1737 5437 7798 1439 1769 8785 51 7891 6533 3478 4377 9095 6355 1807 8112 3892 1633 6019 1555 68 5289 763 7731 1868 1424 6311 2823 5196 2009 7111 8900 4118 6540 2325 3490 8114 3033 8144 1475 6040 2023 5252 829 4022 6651 2904 4501 5131 1169 7818 5891 8008 7144 7516 8478 3551 4012 6399 4121 1280 3861: [738, 1092, 886, 1294]
mail-paragraph: Arrived—The Zealandia. She left San Francisco three days late. Captain Ferries died of heart disease five days after leaving. He had been sick several days in San Francisco. Passengers for New Zealand—General Bridge, John Hyde Harris, Sir Mathew Woods, and Mr Wainwright. From Honolulu—Miss Young. Hawaiian commissioner, come to report on New Zealand and Australian products. The Rotorua not having arrived from Sydney, the Taranaki will leave with the San Francisco mail this afternoon.: [12, 1046, 188, 1148]
